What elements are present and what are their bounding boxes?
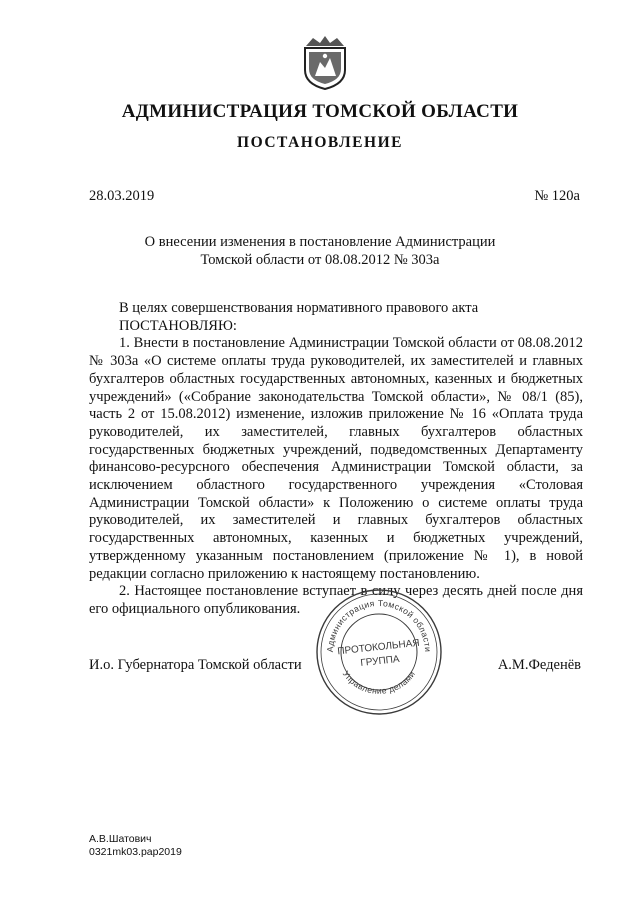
coat-of-arms-emblem <box>300 34 350 90</box>
document-number: № 120а <box>534 188 580 204</box>
stamp-center-line-2: ГРУППА <box>359 653 401 669</box>
document-date: 28.03.2019 <box>89 188 155 204</box>
document-type-title: ПОСТАНОВЛЕНИЕ <box>237 134 403 151</box>
preamble-paragraph: В целях совершенствования нормативного правового акта <box>119 300 479 316</box>
official-stamp <box>313 586 445 718</box>
document-body <box>89 300 583 619</box>
subject-line-1: О внесении изменения в постановление Администрации <box>144 234 496 250</box>
signatory-name: А.М.Феденёв <box>497 657 581 673</box>
resolve-paragraph: ПОСТАНОВЛЯЮ: <box>119 317 237 334</box>
executor-name: А.В.Шатович <box>89 833 152 845</box>
stamp-ring-bottom-text: Управление делами <box>340 668 418 696</box>
stamp-ring-text: Администрация Томской области <box>324 597 434 653</box>
item-2-paragraph: 2. Настоящее постановление вступает в силу через десять дней после дня его официального опубликования. <box>89 583 583 617</box>
stamp-center-line-1: ПРОТОКОЛЬНАЯ <box>336 637 421 658</box>
item-1-paragraph: 1. Внести в постановление Администрации Томской области от 08.08.2012 № 303а «О системе оплаты труда руководителей, их заместителей и главных бухгалтеров областных государственных автономных, казенных и бюджетных учреждений» («Собрание законодательства Томской области», № 08/1 (85), часть 2 от 15.08.2012) изменение, изложив приложение № 16 «Оплата труда руководителей, их заместителей, главных бухгалтеров областных государственных бюджетных учреждений, подведомственных Департаменту финансово-ресурсного обеспечения Администрации Томской области, за исключением областного государственного учреждения «Столовая Администрации Томской области» к Положению о системе оплаты труда руководителей, их заместителей и главных бухгалтеров областных государственных автономных, казенных и бюджетных учреждений, утвержденному указанным постановлением (приложение № 1), в новой редакции согласно приложению к настоящему постановлению. <box>89 335 583 582</box>
signatory-title: И.о. Губернатора Томской области <box>89 657 302 673</box>
executor-file-code: 0321mk03.рар2019 <box>89 846 182 858</box>
executor-info <box>89 833 182 859</box>
svg-text:Управление делами <box>341 669 417 696</box>
document-subject <box>0 233 640 269</box>
subject-line-2: Томской области от 08.08.2012 № 303а <box>200 252 440 268</box>
organization-title: АДМИНИСТРАЦИЯ ТОМСКОЙ ОБЛАСТИ <box>121 101 519 122</box>
